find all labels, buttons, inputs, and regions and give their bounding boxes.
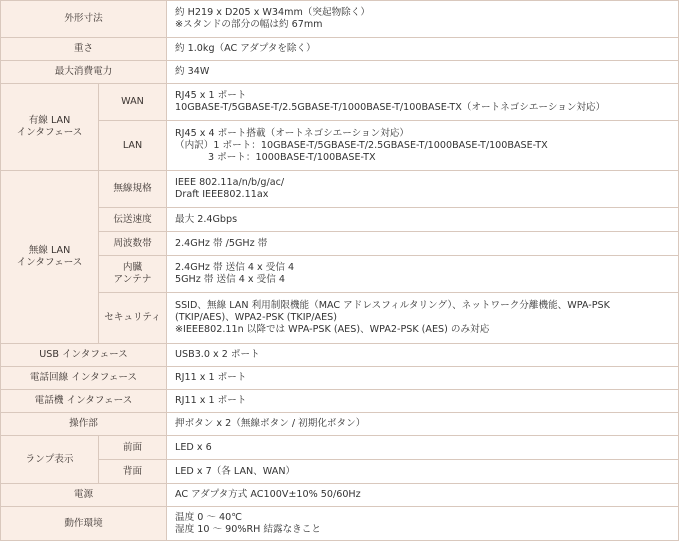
value-security	[167, 293, 679, 344]
row-environment	[1, 507, 679, 541]
row-wireless-band	[1, 232, 679, 256]
label-power-text: 最大消費電力	[54, 66, 113, 77]
label-standard	[99, 171, 167, 208]
label-weight-text: 重さ	[73, 43, 94, 54]
environment-line: 温度 0 ～ 40℃	[175, 511, 243, 523]
label-wireless-lan	[1, 171, 99, 344]
value-environment	[167, 507, 679, 541]
row-wireless-antenna	[1, 256, 679, 293]
controls-line: 押ボタン x 2（無線ボタン / 初期化ボタン）	[175, 418, 366, 429]
band-line: 2.4GHz 帯 /5GHz 帯	[175, 237, 268, 249]
phone-device-line: RJ11 x 1 ポート	[175, 395, 247, 406]
label-psu-text: 電源	[73, 489, 94, 500]
value-power	[167, 61, 679, 84]
label-phone-line-text: 電話回線 インタフェース	[29, 372, 138, 383]
value-front	[167, 436, 679, 460]
label-lamps	[1, 436, 99, 484]
wired-label-line: インタフェース	[16, 127, 83, 138]
row-lamps-front	[1, 436, 679, 460]
standard-line: Draft IEEE802.11ax	[175, 189, 269, 200]
label-band-text: 周波数帯	[113, 237, 152, 249]
label-wan-text: WAN	[121, 96, 144, 107]
row-wireless-standard	[1, 171, 679, 208]
wireless-label-line: 無線 LAN	[28, 245, 71, 256]
row-phone-line	[1, 367, 679, 390]
back-line: LED x 7（各 LAN、WAN）	[175, 465, 296, 477]
lan-line: RJ45 x 4 ポート搭載（オートネゴシエーション対応）	[175, 127, 410, 139]
usb-line: USB3.0 x 2 ポート	[175, 349, 260, 360]
security-line: SSID、無線 LAN 利用制限機能（MAC アドレスフィルタリング）、ネットワーク分離機能、WPA-PSK	[175, 300, 610, 311]
label-standard-text: 無線規格	[113, 183, 152, 194]
label-security	[99, 293, 167, 344]
wired-label-line: 有線 LAN	[28, 115, 71, 126]
value-phone-line	[167, 367, 679, 390]
row-wired-lan	[1, 121, 679, 171]
label-back-text: 背面	[122, 465, 143, 477]
lan-line: 3 ポート：1000BASE-T/100BASE-TX	[208, 151, 376, 163]
value-antenna	[167, 256, 679, 293]
value-psu	[167, 484, 679, 507]
label-wired-lan	[1, 84, 99, 171]
front-line: LED x 6	[175, 441, 212, 453]
label-wan	[99, 84, 167, 121]
antenna-line: 2.4GHz 帯 送信 4 x 受信 4	[175, 262, 295, 273]
value-phone-device	[167, 390, 679, 413]
label-size	[1, 1, 167, 38]
label-phone-device-text: 電話機 インタフェース	[34, 395, 133, 406]
label-antenna	[99, 256, 167, 293]
value-usb	[167, 344, 679, 367]
lan-line: （内訳）1 ポート：10GBASE-T/5GBASE-T/2.5GBASE-T/1000BASE-T/100BASE-TX	[175, 139, 548, 151]
label-power	[1, 61, 167, 84]
value-band	[167, 232, 679, 256]
antenna-line: 5GHz 帯 送信 4 x 受信 4	[175, 274, 285, 285]
row-weight	[1, 38, 679, 61]
row-psu	[1, 484, 679, 507]
phone-line-line: RJ11 x 1 ポート	[175, 372, 247, 383]
label-size-text: 外形寸法	[64, 13, 103, 24]
label-weight	[1, 38, 167, 61]
label-usb-text: USB インタフェース	[39, 349, 128, 360]
row-size	[1, 1, 679, 38]
label-usb	[1, 344, 167, 367]
speed-line: 最大 2.4Gbps	[175, 213, 238, 225]
label-phone-device	[1, 390, 167, 413]
label-lan	[99, 121, 167, 171]
label-controls-text: 操作部	[69, 418, 98, 429]
value-speed	[167, 208, 679, 232]
value-back	[167, 460, 679, 484]
antenna-label-line: アンテナ	[113, 274, 152, 285]
value-standard	[167, 171, 679, 208]
wireless-label-line: インタフェース	[16, 257, 83, 268]
row-phone-device	[1, 390, 679, 413]
label-band	[99, 232, 167, 256]
label-lamps-text: ランプ表示	[25, 453, 74, 465]
label-speed-text: 伝送速度	[113, 213, 152, 225]
psu-line: AC アダプタ方式 AC100V±10% 50/60Hz	[175, 489, 361, 500]
label-back	[99, 460, 167, 484]
row-usb	[1, 344, 679, 367]
row-power	[1, 61, 679, 84]
value-wan	[167, 84, 679, 121]
label-controls	[1, 413, 167, 436]
environment-line: 湿度 10 ～ 90%RH 結露なきこと	[175, 523, 321, 535]
row-wireless-speed	[1, 208, 679, 232]
row-controls	[1, 413, 679, 436]
label-security-text: セキュリティ	[104, 312, 161, 323]
size-line: 約 H219 x D205 x W34mm（突起物除く）	[175, 7, 370, 18]
label-speed	[99, 208, 167, 232]
label-front-text: 前面	[122, 441, 143, 453]
weight-line: 約 1.0kg（AC アダプタを除く）	[175, 43, 316, 54]
size-line: ※スタンドの部分の幅は約 67mm	[175, 19, 323, 30]
value-size	[167, 1, 679, 38]
label-environment	[1, 507, 167, 541]
label-lan-text: LAN	[122, 139, 143, 151]
wan-line: RJ45 x 1 ポート	[175, 90, 247, 101]
value-controls	[167, 413, 679, 436]
label-phone-line	[1, 367, 167, 390]
standard-line: IEEE 802.11a/n/b/g/ac/	[175, 177, 285, 188]
value-lan	[167, 121, 679, 171]
power-line: 約 34W	[175, 66, 210, 77]
label-front	[99, 436, 167, 460]
security-line: ※IEEE802.11n 以降では WPA-PSK (AES)、WPA2-PSK (AES) のみ対応	[175, 324, 490, 335]
label-psu	[1, 484, 167, 507]
row-wired-wan	[1, 84, 679, 121]
wan-line: 10GBASE-T/5GBASE-T/2.5GBASE-T/1000BASE-T/100BASE-TX（オートネゴシエーション対応）	[175, 102, 606, 113]
label-environment-text: 動作環境	[64, 517, 103, 529]
antenna-label-line: 内臓	[122, 262, 143, 273]
value-weight	[167, 38, 679, 61]
row-lamps-back	[1, 460, 679, 484]
row-wireless-security	[1, 293, 679, 344]
security-line: (TKIP/AES)、WPA2-PSK (TKIP/AES)	[175, 312, 337, 323]
